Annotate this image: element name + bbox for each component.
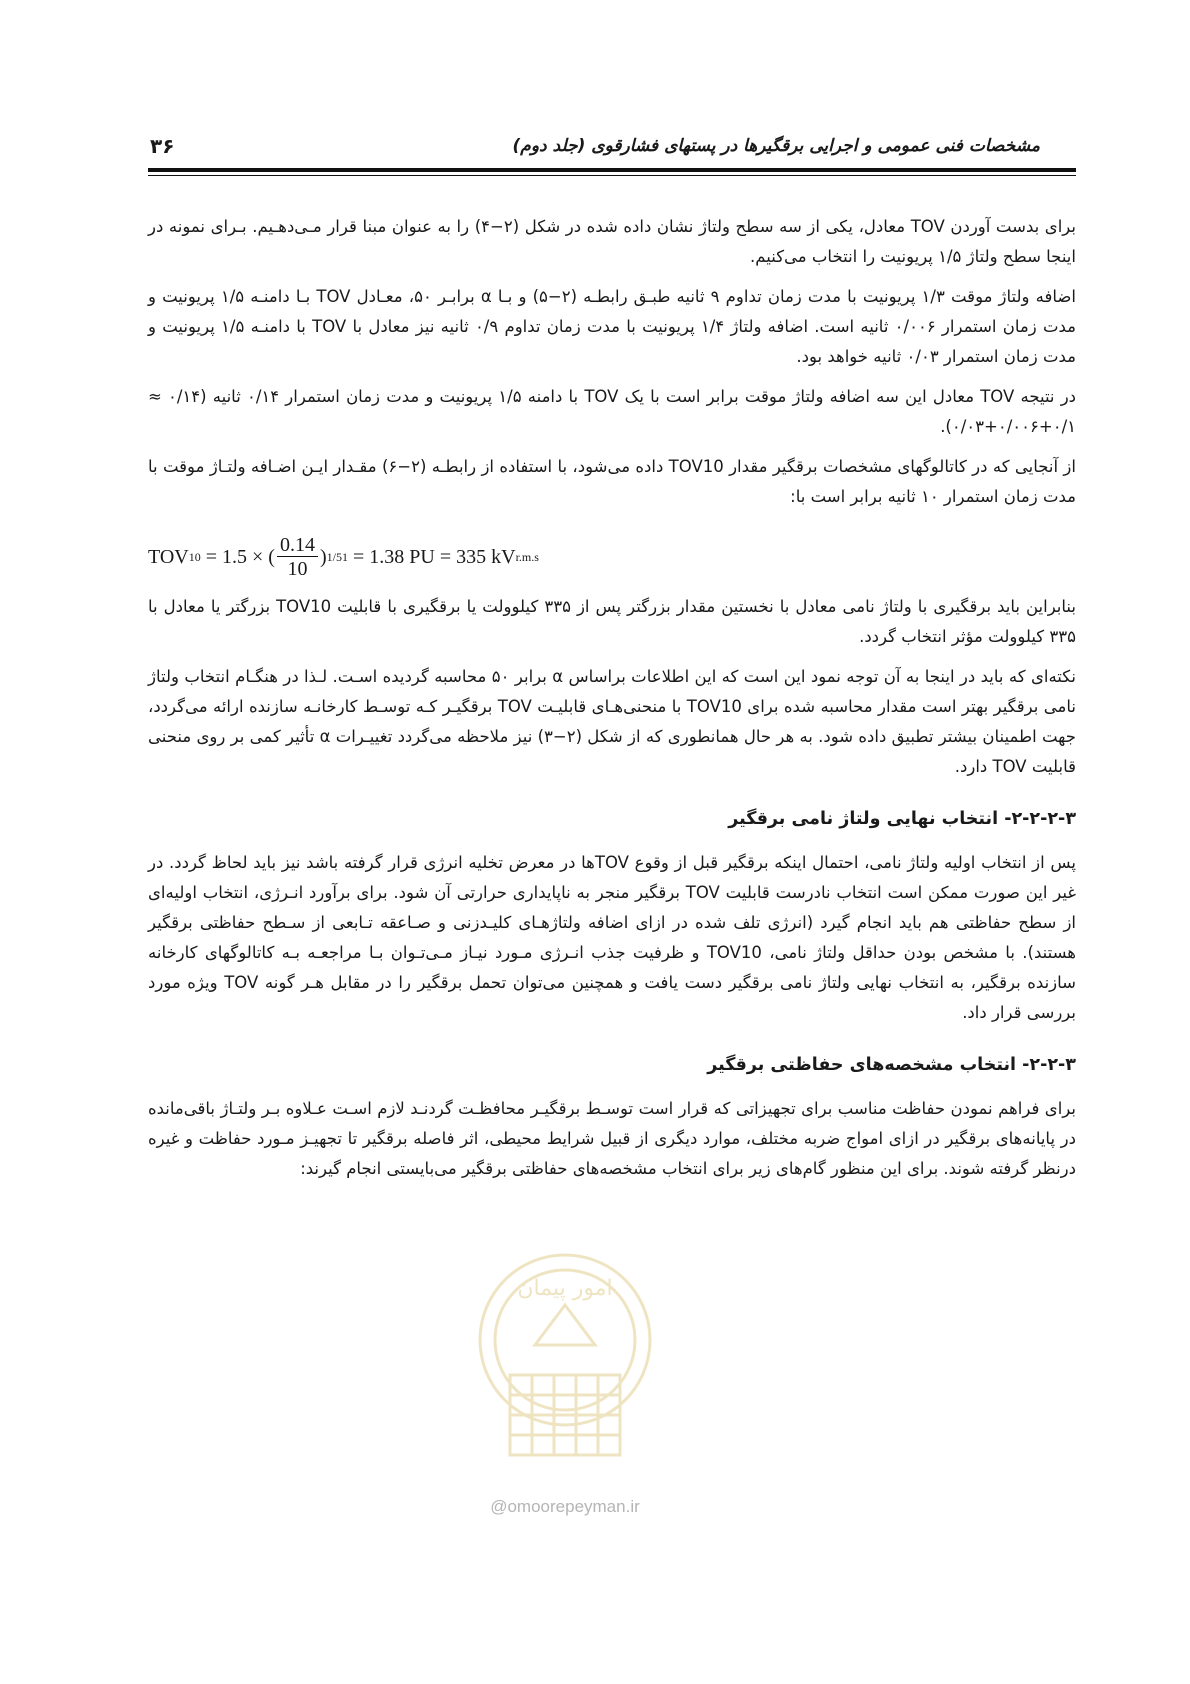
- paragraph-5: بنابراین باید برقگیری با ولتاژ نامی معادل با نخستین مقدار بزرگتر پس از ۳۳۵ کیلوولت یا برقگیری با قابلیت TOV10 بزرگتر یا معادل با ۳۳۵ کیلوولت مؤثر انتخاب گردد.: [148, 597, 1076, 646]
- tov10-formula: [148, 522, 1076, 592]
- paragraph-8: برای فراهم نمودن حفاظت مناسب برای تجهیزاتی که قرار است توسـط برقگیـر محافظـت گردنـد لازم اسـت عـلاوه بـر ولتـاژ باقی‌مانده در پایانه‌های برقگیر در ازای امواج ضربه مختلف، موارد دیگری از قبیل شرایط محیطی، اثر فاصله برقگیر تا تجهیـز مـورد حفاظت و غیره درنظر گرفته شوند. برای این منظور گام‌های زیر برای انتخاب مشخصه‌های حفاظتی برقگیر می‌بایستی انجام گیرند:: [148, 1099, 1076, 1178]
- paragraph-2: اضافه ولتاژ موقت ۱/۳ پریونیت با مدت زمان تداوم ۹ ثانیه طبـق رابطـه (۲−۵) و بـا α برابـر ۵۰، معـادل TOV بـا دامنـه ۱/۵ پریونیت و مدت زمان استمرار ۰/۰۰۶ ثانیه است. اضافه ولتاژ ۱/۴ پریونیت با مدت زمان تداوم ۰/۹ ثانیه نیز معادل با TOV با دامنـه ۱/۵ پریونیت و مدت زمان استمرار ۰/۰۳ ثانیه خواهد بود.: [148, 287, 1077, 366]
- section-heading-protective-characteristics: ۲-۲-۳- انتخاب مشخصه‌های حفاظتی برقگیر: [707, 1055, 1076, 1075]
- header-rule-thick: [148, 168, 1076, 172]
- paragraph-6: نکته‌ای که باید در اینجا به آن توجه نمود این است که این اطلاعات براساس α برابر ۵۰ محاسبه گردیده اسـت. لـذا در هنگـام انتخاب ولتاژ نامی برقگیر بهتر است مقدار محاسبه شده برای TOV10 با منحنی‌هـای قابلیـت TOV برقگیـر کـه توسـط کارخانـه سازنده ارائه می‌گردد، جهت اطمینان بیشتر تطبیق داده شود. به هر حال همانطوری که از شکل (۲−۳) نیز ملاحظه می‌گردد تغییـرات α تأثیر کمی بر روی منحنی قابلیت TOV دارد.: [148, 667, 1076, 776]
- paragraph-7: پس از انتخاب اولیه ولتاژ نامی، احتمال اینکه برقگیر قبل از وقوع TOVها در معرض تخلیه انرژی قرار گرفته باشد نیز باید لحاظ گردد. در غیر این صورت ممکن است انتخاب نادرست قابلیت TOV برقگیر منجر به ناپایداری حرارتی آن شود. برای برآورد انـرژی، انتخاب اولیه‌ای از سطح حفاظتی هم باید انجام گیرد (انرژی تلف شده در ازای اضافه ولتاژهـای کلیـدزنی و صـاعقه تـابعی از سـطح حفاظتی برقگیر هستند). با مشخص بودن حداقل ولتاژ نامی، TOV10 و ظرفیت جذب انـرژی مـورد نیـاز مـی‌تـوان بـا مراجعـه بـه کاتالوگهای کارخانه سازنده برقگیر، به انتخاب نهایی ولتاژ نامی برقگیر دست یافت و همچنین می‌توان تحمل برقگیر را در مقابل هـر گونه TOV ویژه مورد بررسی قرار داد.: [148, 853, 1077, 1022]
- formula-close: ): [319, 545, 327, 568]
- formula-denominator: 10: [287, 557, 308, 580]
- section-heading-final-rated-voltage: ۲-۲-۲-۳- انتخاب نهایی ولتاژ نامی برقگیر: [728, 809, 1076, 829]
- formula-fraction: [277, 534, 318, 581]
- watermark-url: @omoorepeyman.ir: [490, 1497, 640, 1516]
- body-content: [148, 212, 1076, 1194]
- paragraph-4: از آنجایی که در کاتالوگهای مشخصات برقگیر مقدار TOV10 داده می‌شود، با استفاده از رابطـه (۲−۶) مقـدار ایـن اضـافه ولتـاژ موقت با مدت زمان استمرار ۱۰ ثانیه برابر است با:: [148, 457, 1076, 506]
- paragraph-3: در نتیجه TOV معادل این سه اضافه ولتاژ موقت برابر است با یک TOV با دامنه ۱/۵ پریونیت و مدت زمان استمرار ۰/۱۴ ثانیه (۰/۱۴ ≈ ۰/۱+۰/۰۰۶+۰/۰۳).: [148, 387, 1077, 436]
- formula-eq1: = 1.5 × (: [200, 545, 275, 568]
- running-head: [150, 128, 1040, 164]
- book-title: مشخصات فنی عمومی و اجرایی برقگیرها در پستهای فشارقوی (جلد دوم): [512, 136, 1040, 156]
- paragraph-1: برای بدست آوردن TOV معادل، یکی از سه سطح ولتاژ نشان داده شده در شکل (۲−۴) را به عنوان مبنا قرار مـی‌دهـیم. بـرای نمونه در اینجا سطح ولتاژ ۱/۵ پریونیت را انتخاب می‌کنیم.: [148, 217, 1077, 266]
- watermark-logo: [460, 1245, 670, 1475]
- formula-lhs-sub: 10: [188, 549, 201, 564]
- formula-lhs: TOV: [148, 545, 189, 568]
- formula-exponent: 1/51: [326, 549, 348, 564]
- header-rule-thin: [148, 175, 1076, 176]
- formula-eq2: = 1.38 PU = 335 kV: [347, 545, 516, 568]
- formula-unit-sub: r.m.s: [515, 549, 539, 564]
- watermark-logo-text: امور پیمان: [517, 1276, 613, 1301]
- formula-numerator: 0.14: [277, 534, 318, 557]
- page-number: ۳۶: [150, 134, 175, 158]
